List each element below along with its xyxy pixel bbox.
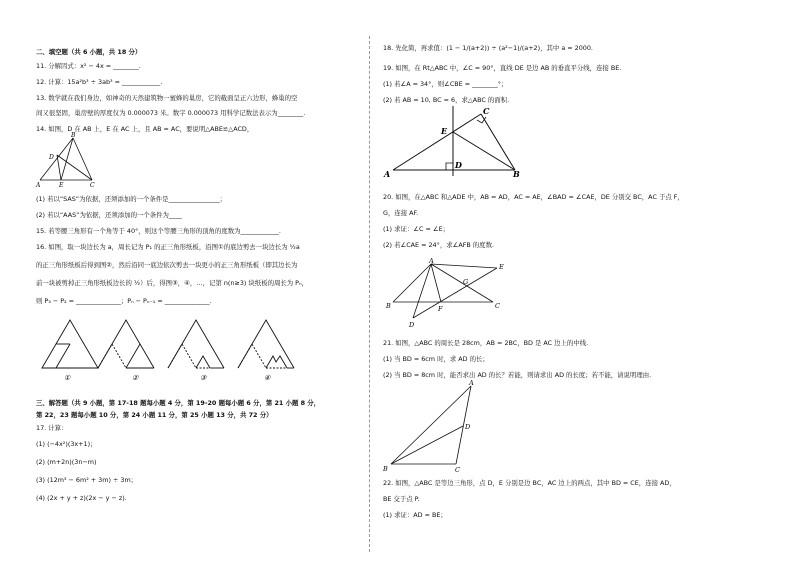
question-19: 19. 如图，在 Rt△ABC 中，∠C = 90°，直线 DE 是边 AB 的垂直平分线，连接 BE. — [383, 64, 622, 72]
question-12: 12. 计算：15a²b³ ÷ 3ab³ = ____________. — [36, 78, 163, 86]
q14-figure — [36, 134, 106, 190]
q19-label-d: D — [455, 160, 462, 170]
question-20-line1: 20. 如图，在△ABC 和△ADE 中，AB = AD，AC = AE，∠BAD = ∠CAE，DE 分别交 BC，AC 于点 F， — [383, 193, 684, 201]
question-21: 21. 如图，△ABC 的周长是 28cm，AB = 2BC，BD 是 AC 边上的中线. — [383, 339, 589, 347]
fig-label-3: ③ — [200, 374, 207, 382]
question-22-part1: (1) 求证：AD = BE； — [383, 511, 447, 519]
question-21-part1: (1) 当 BD = 6cm 时，求 AD 的长； — [383, 355, 489, 363]
q19-label-a: A — [384, 169, 391, 179]
q14-label-a: A — [36, 182, 41, 189]
q21-figure — [383, 379, 483, 474]
question-18: 18. 先化简，再求值：(1 − 1/(a+2)) ÷ (a²−1)/(a+2)，其中 a = 2000. — [383, 44, 593, 52]
section3-header-line2: 第 22，23 题每小题 10 分，第 24 小题 11 分，第 25 小题 13 分，共 72 分） — [36, 411, 273, 419]
question-14-part1: (1) 若以“SAS”为依据，还须添加的一个条件是________________； — [36, 195, 227, 203]
q14-label-e: E — [59, 182, 64, 189]
question-14-part2: (2) 若以“AAS”为依据，还须添加的一个条件为____ — [36, 211, 182, 219]
q14-label-b: B — [71, 132, 76, 139]
question-16-line2: 的正三角形纸板后得到图②，然后沿同一底边依次剪去一块更小的正三角形纸板（即其边长为 — [36, 261, 298, 269]
question-20-part1: (1) 求证：∠C = ∠E； — [383, 225, 450, 233]
question-22-line1: 22. 如图，△ABC 是等边三角形，点 D，E 分别是边 BC，AC 边上的两点，其中 BD = CE，连接 AD， — [383, 479, 676, 487]
question-14: 14. 如图，D 在 AB 上，E 在 AC 上，且 AB = AC，要说明△ABE≌△ACD， — [36, 125, 254, 133]
q21-label-a: A — [469, 379, 474, 387]
q14-label-d: D — [49, 154, 54, 161]
question-17-part2: (2) (m+2n)(3n−m) — [36, 458, 97, 466]
fig-label-2: ② — [132, 374, 139, 382]
question-21-part2: (2) 当 BD = 8cm 时，能否求出 AD 的长？若能，则请求出 AD 的长度；若不能，请说明理由. — [383, 371, 652, 379]
question-13-line2: 间又很坚固，巢房壁的厚度仅为 0.000073 米。数字 0.000073 用科学记数法表示为________. — [36, 109, 306, 117]
column-divider — [369, 36, 370, 552]
question-17-part1: (1) (−4x²)(3x+1)； — [36, 440, 97, 448]
q20-label-b: B — [386, 302, 391, 310]
question-13-line1: 13. 数学就在我们身边，如神奇的天然建筑物一蜜蜂的巢房，它的截面呈正六边形，蜂巢的空 — [36, 94, 298, 102]
q19-label-e: E — [441, 126, 448, 136]
q20-label-a: A — [429, 257, 434, 265]
question-20-part2: (2) 若∠CAE = 24°，求∠AFB 的度数. — [383, 241, 494, 249]
question-15: 15. 若等腰三角形有一个角等于 40°，则这个等腰三角形的顶角的度数为____________. — [36, 227, 281, 235]
q20-label-e: E — [499, 263, 504, 271]
q21-label-b: B — [383, 465, 388, 473]
q21-label-d: D — [465, 423, 471, 431]
q20-label-c: C — [495, 302, 500, 310]
fig-label-1: ① — [64, 374, 71, 382]
question-19-part1: (1) 若∠A = 34°，则∠CBE = ________°； — [383, 80, 508, 88]
q20-label-d: D — [409, 321, 415, 329]
question-17-part3: (3) (12m³ − 6m² + 3m) ÷ 3m； — [36, 476, 138, 484]
section3-header-line1: 三、解答题（共 9 小题，第 17-18 题每小题 4 分，第 19-20 题每小题 6 分，第 21 小题 8 分， — [36, 399, 321, 407]
question-16-line4: 则 P₃ − P₂ = ______________；Pₙ − Pₙ₋₁ = ______________. — [36, 297, 212, 305]
question-20-line2: G，连接 AF. — [383, 209, 419, 217]
q19-figure — [383, 104, 523, 180]
question-16-line1: 16. 如图，取一块边长为 a，周长记为 P₁ 的正三角形纸板，沿图①的底边剪去一块边长为 ½a — [36, 243, 300, 251]
question-17: 17. 计算： — [36, 424, 68, 432]
q16-figures — [36, 318, 336, 388]
question-22-line2: BE 交于点 P. — [383, 495, 420, 503]
question-17-part4: (4) (2x + y + z)(2x − y − z). — [36, 494, 127, 502]
q20-label-f: F — [438, 305, 443, 313]
q21-label-c: C — [455, 466, 460, 474]
question-19-part2: (2) 若 AB = 10, BC = 6，求△ABC 的面积. — [383, 96, 510, 104]
fig-label-4: ④ — [264, 374, 271, 382]
q14-label-c: C — [90, 182, 95, 189]
question-11: 11. 分解因式：x² − 4x = ________. — [36, 62, 141, 70]
q19-label-b: B — [513, 169, 520, 179]
q20-figure — [383, 256, 513, 330]
question-16-line3: 前一块被剪掉正三角形纸板边长的 ½）后，得图③，④，…，记第 n(n≥3) 块纸板的周长为 Pₙ， — [36, 279, 308, 287]
q19-label-c: C — [483, 106, 490, 116]
section2-header: 二、填空题（共 6 小题，共 18 分） — [36, 48, 142, 56]
q20-label-g: G — [463, 278, 469, 286]
